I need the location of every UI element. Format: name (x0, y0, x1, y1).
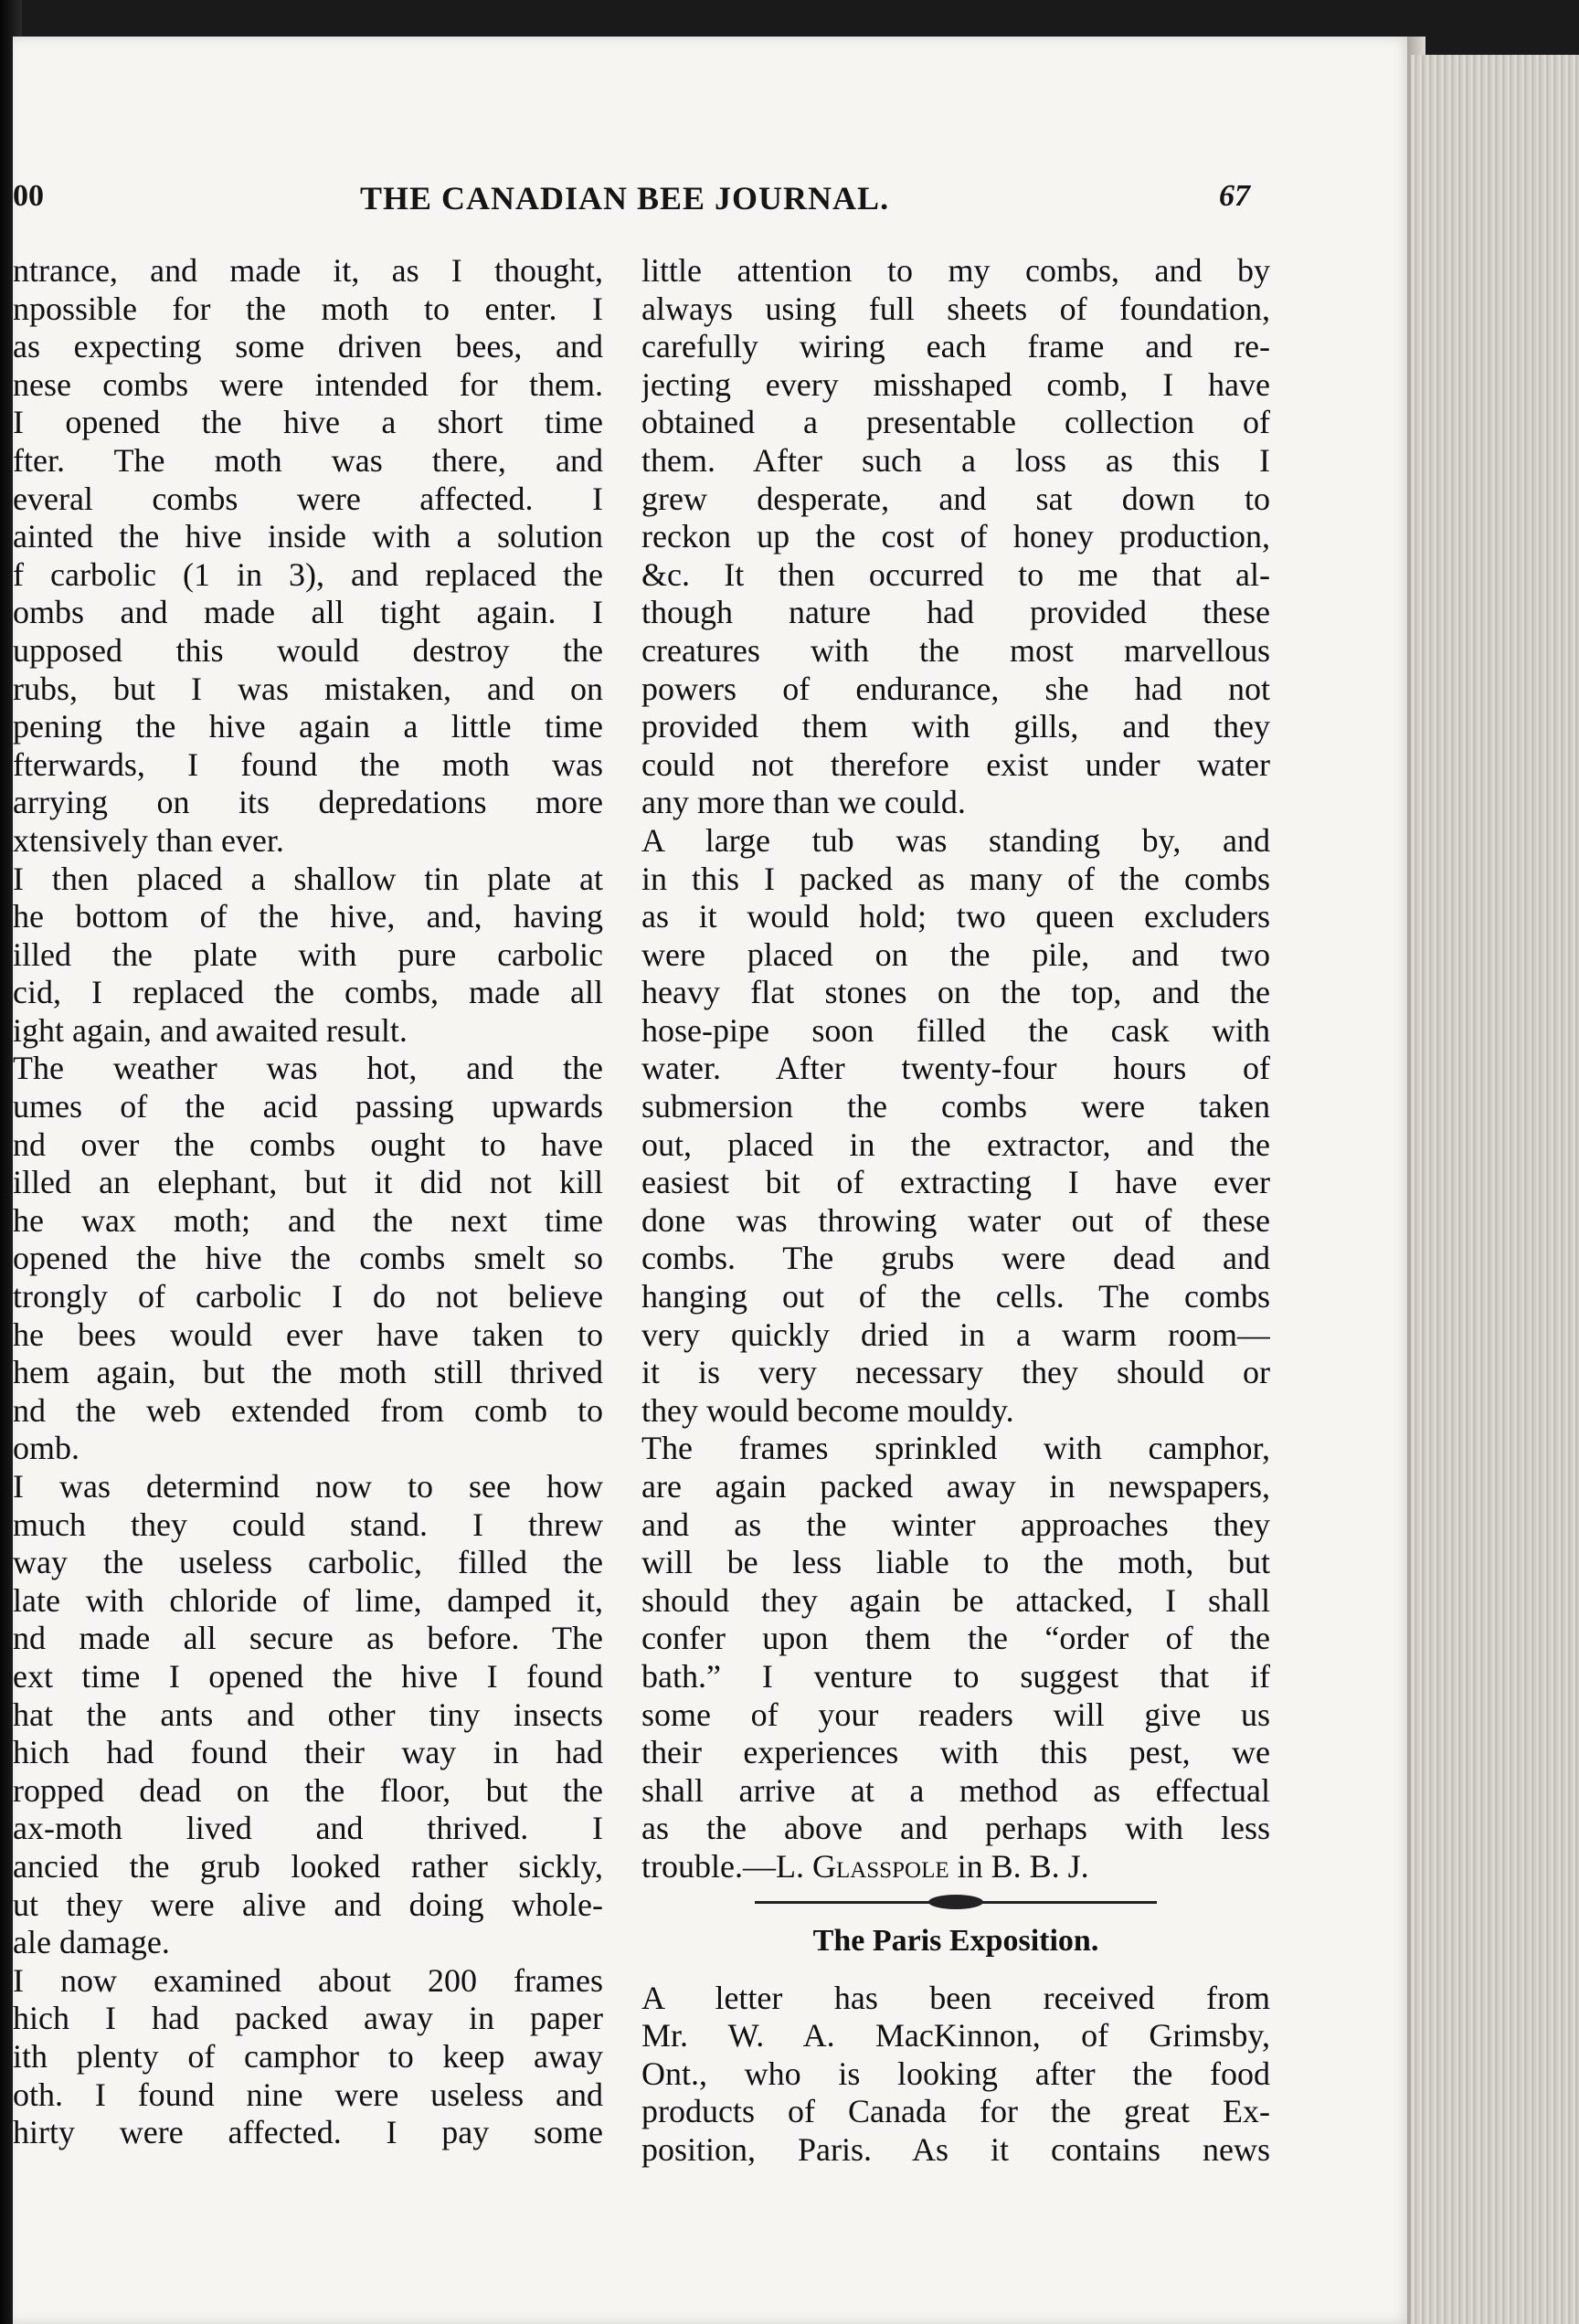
text-line: as it would hold; two queen excluders (641, 898, 1270, 935)
text-line: powers of endurance, she had not (641, 670, 1270, 707)
section-spacer (641, 1963, 1270, 1980)
text-line: hich had found their way in had (13, 1734, 603, 1771)
text-line: heavy flat stones on the top, and the (641, 974, 1270, 1011)
text-line: it is very necessary they should or (641, 1354, 1270, 1391)
text-line: done was throwing water out of these (641, 1201, 1270, 1239)
text-line: hirty were affected. I pay some (13, 2114, 603, 2151)
text-line: &c. It then occurred to me that al- (641, 555, 1270, 593)
text-line: illed an elephant, but it did not kill (13, 1164, 603, 1201)
text-line: hem again, but the moth still thrived (13, 1354, 603, 1391)
text-line: I then placed a shallow tin plate at (13, 860, 603, 897)
text-line: ith plenty of camphor to keep away (13, 2037, 603, 2075)
signature-prefix: trouble.— (641, 1847, 776, 1885)
text-line: hat the ants and other tiny insects (13, 1695, 603, 1733)
text-line: f carbolic (1 in 3), and replaced the (13, 555, 603, 593)
text-line: carefully wiring each frame and re- (641, 328, 1270, 365)
section-divider (641, 1886, 1270, 1919)
text-line: ut they were alive and doing whole- (13, 1886, 603, 1923)
text-line: creatures with the most marvellous (641, 631, 1270, 669)
page-number: 67 (1219, 179, 1250, 213)
text-line: omb. (13, 1430, 80, 1467)
text-line: Mr. W. A. MacKinnon, of Grimsby, (641, 2017, 1270, 2055)
text-line: rubs, but I was mistaken, and on (13, 670, 603, 707)
text-line: products of Canada for the great Ex- (641, 2093, 1270, 2130)
text-line: he bottom of the hive, and, having (13, 898, 603, 935)
text-line: ale damage. (13, 1924, 170, 1961)
text-line: hose-pipe soon filled the cask with (641, 1011, 1270, 1049)
text-line: little attention to my combs, and by (641, 252, 1270, 289)
text-line: nese combs were intended for them. (13, 365, 603, 403)
text-line: as the above and perhaps with less (641, 1810, 1270, 1847)
text-line: arrying on its depredations more (13, 784, 603, 821)
text-line: confer upon them the “order of the (641, 1620, 1270, 1657)
text-line: easiest bit of extracting I have ever (641, 1164, 1270, 1201)
text-line: will be less liable to the moth, but (641, 1544, 1270, 1581)
text-line: could not therefore exist under water (641, 745, 1270, 783)
text-line: trongly of carbolic I do not believe (13, 1278, 603, 1315)
text-line: fter. The moth was there, and (13, 441, 603, 479)
text-line: The frames sprinkled with camphor, (641, 1430, 1270, 1467)
text-line: xtensively than ever. (13, 821, 284, 859)
text-line: upposed this would destroy the (13, 631, 603, 669)
text-line: some of your readers will give us (641, 1695, 1270, 1733)
text-line: though nature had provided these (641, 594, 1270, 631)
text-line: much they could stand. I threw (13, 1505, 603, 1543)
right-column (641, 252, 1270, 2170)
text-line: hich I had packed away in paper (13, 2000, 603, 2037)
text-line: they would become mouldy. (641, 1391, 1014, 1429)
text-line: jecting every misshaped comb, I have (641, 365, 1270, 403)
text-line: I now examined about 200 frames (13, 1961, 603, 1999)
text-line: ntrance, and made it, as I thought, (13, 252, 603, 289)
journal-title: THE CANADIAN BEE JOURNAL. (360, 180, 890, 217)
text-line: late with chloride of lime, damped it, (13, 1581, 603, 1619)
book-page-edges (1411, 55, 1579, 2324)
text-line: bath.” I venture to suggest that if (641, 1657, 1270, 1695)
text-line: water. After twenty-four hours of (641, 1050, 1270, 1087)
text-line: I was determind now to see how (13, 1468, 603, 1505)
text-line: hanging out of the cells. The combs (641, 1278, 1270, 1315)
text-line: he bees would ever have taken to (13, 1315, 603, 1353)
text-line: very quickly dried in a warm room— (641, 1315, 1270, 1353)
text-line: are again packed away in newspapers, (641, 1468, 1270, 1505)
text-line: out, placed in the extractor, and the (641, 1125, 1270, 1163)
running-header (13, 179, 1274, 225)
text-line: any more than we could. (641, 784, 966, 821)
section-title: The Paris Exposition. (812, 1923, 1099, 1958)
text-line: reckon up the cost of honey production, (641, 518, 1270, 555)
text-line: position, Paris. As it contains news (641, 2130, 1270, 2168)
text-line: grew desperate, and sat down to (641, 480, 1270, 517)
text-line: ainted the hive inside with a solution (13, 518, 603, 555)
divider-ornament (928, 1895, 983, 1909)
text-line: were placed on the pile, and two (641, 935, 1270, 973)
text-line: opened the hive the combs smelt so (13, 1240, 603, 1277)
signature-author: L. Glasspole (775, 1847, 949, 1885)
text-line: as expecting some driven bees, and (13, 328, 603, 365)
text-line: nd the web extended from comb to (13, 1391, 603, 1429)
text-line: The weather was hot, and the (13, 1050, 603, 1087)
signature-suffix: in B. B. J. (948, 1847, 1089, 1885)
text-line: I opened the hive a short time (13, 404, 603, 441)
text-line: combs. The grubs were dead and (641, 1240, 1270, 1277)
text-line: ropped dead on the floor, but the (13, 1771, 603, 1809)
text-line: nd made all secure as before. The (13, 1620, 603, 1657)
text-line: shall arrive at a method as effectual (641, 1771, 1270, 1809)
text-line: illed the plate with pure carbolic (13, 935, 603, 973)
signature-line (641, 1848, 1270, 1886)
text-line: always using full sheets of foundation, (641, 290, 1270, 327)
text-line: provided them with gills, and they (641, 708, 1270, 745)
text-line: way the useless carbolic, filled the (13, 1544, 603, 1581)
text-line: should they again be attacked, I shall (641, 1581, 1270, 1619)
text-line: fterwards, I found the moth was (13, 745, 603, 783)
text-line: ight again, and awaited result. (13, 1011, 408, 1049)
text-line: cid, I replaced the combs, made all (13, 974, 603, 1011)
text-line: obtained a presentable collection of (641, 404, 1270, 441)
text-line: in this I packed as many of the combs (641, 860, 1270, 897)
text-line: ancied the grub looked rather sickly, (13, 1847, 603, 1885)
text-line: pening the hive again a little time (13, 708, 603, 745)
left-column (13, 252, 603, 2152)
text-line: he wax moth; and the next time (13, 1201, 603, 1239)
text-line: npossible for the moth to enter. I (13, 290, 603, 327)
text-line: ombs and made all tight again. I (13, 594, 603, 631)
text-line: their experiences with this pest, we (641, 1734, 1270, 1771)
text-line: A letter has been received from (641, 1979, 1270, 2016)
text-line: submersion the combs were taken (641, 1088, 1270, 1125)
text-line: Ont., who is looking after the food (641, 2055, 1270, 2092)
text-line: them. After such a loss as this I (641, 441, 1270, 479)
text-line: nd over the combs ought to have (13, 1125, 603, 1163)
text-line: A large tub was standing by, and (641, 821, 1270, 859)
text-line: umes of the acid passing upwards (13, 1088, 603, 1125)
text-line: ext time I opened the hive I found (13, 1657, 603, 1695)
text-line: everal combs were affected. I (13, 480, 603, 517)
text-line: and as the winter approaches they (641, 1505, 1270, 1543)
text-line: oth. I found nine were useless and (13, 2076, 603, 2113)
facing-page-number: 00 (13, 179, 44, 213)
text-line: ax-moth lived and thrived. I (13, 1810, 603, 1847)
